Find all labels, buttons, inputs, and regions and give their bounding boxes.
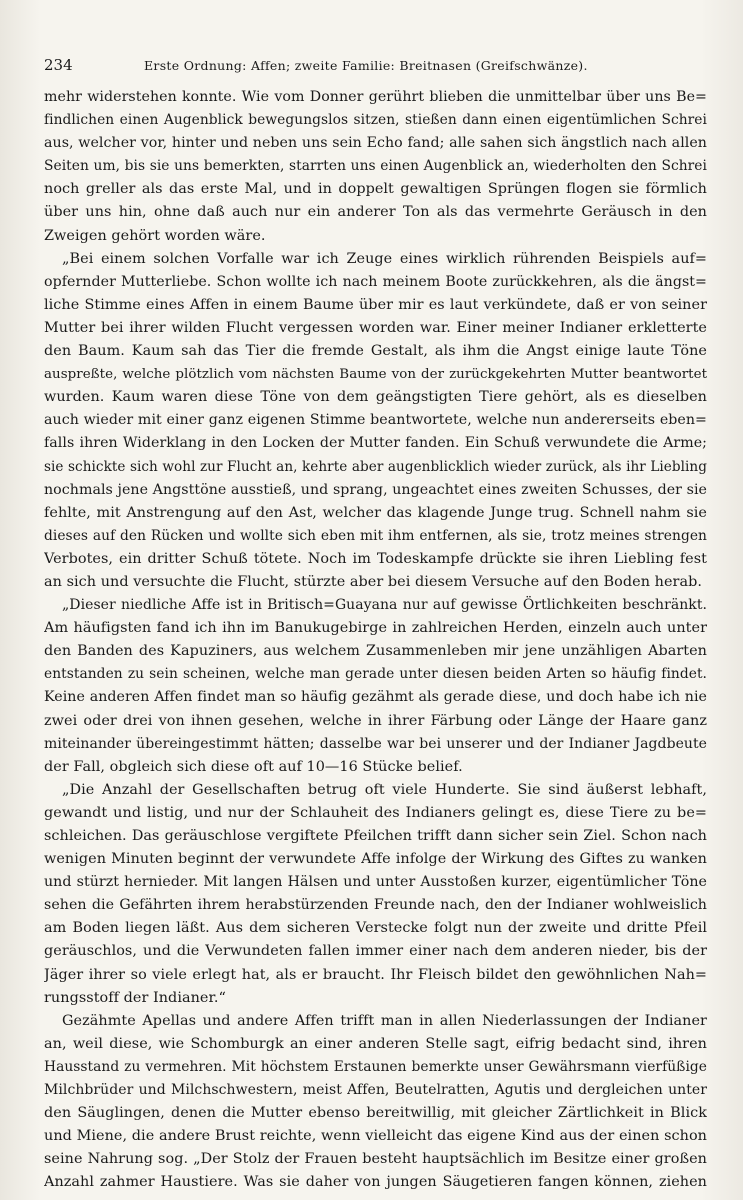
text-line: liche Stimme eines Affen in einem Baume über mir es laut verkündete, daß er von seiner (44, 296, 707, 313)
text-line: dieses auf den Rücken und wollte sich eben mit ihm entfernen, als sie, trotz meines strengen (44, 527, 707, 544)
text-line: und Miene, die andere Brust reichte, wenn vielleicht das eigene Kind aus der einen schon (44, 1128, 707, 1145)
text-line: findlichen einen Augenblick bewegungslos sitzen, stießen dann einen eigentümlichen Schrei (44, 112, 707, 129)
text-line: seine Nahrung sog. „Der Stolz der Frauen besteht hauptsächlich im Besitze einer großen (44, 1151, 707, 1168)
text-line: opfernder Mutterliebe. Schon wollte ich nach meinem Boote zurückkehren, als die ängst= (44, 273, 707, 290)
text-line: zwei oder drei von ihnen gesehen, welche in ihrer Färbung oder Länge der Haare ganz (44, 712, 707, 729)
text-line: an, weil diese, wie Schomburgk an einer anderen Stelle sagt, eifrig bedacht sind, ihren (44, 1035, 707, 1052)
text-line: über uns hin, ohne daß auch nur ein anderer Ton als das vermehrte Geräusch in den (44, 204, 707, 221)
text-line: den Baum. Kaum sah das Tier die fremde Gestalt, als ihm die Angst einige laute Töne (44, 343, 707, 360)
page-number: 234 (44, 56, 73, 74)
text-line: Mutter bei ihrer wilden Flucht vergessen worden war. Einer meiner Indianer erkletterte (44, 319, 707, 336)
running-head: Erste Ordnung: Affen; zweite Familie: Breitnasen (Greifschwänze). (144, 58, 588, 73)
text-line: sehen die Gefährten ihrem herabstürzenden Freunde nach, den der Indianer wohlweislich (44, 897, 707, 914)
text-line: Anzahl zahmer Haustiere. Was sie daher von jungen Säugetieren fangen können, ziehen (44, 1174, 707, 1191)
text-line: rungsstoff der Indianer.“ (44, 989, 226, 1006)
text-line: der Fall, obgleich sich diese oft auf 10—16 Stücke belief. (44, 758, 463, 775)
text-line: „Die Anzahl der Gesellschaften betrug oft viele Hunderte. Sie sind äußerst lebhaft, (62, 781, 707, 798)
text-line: entstanden zu sein scheinen, welche man gerade unter diesen beiden Arten so häufig findet. (44, 666, 707, 683)
text-line: Seiten um, bis sie uns bemerkten, starrten uns einen Augenblick an, wiederholten den Schrei (44, 158, 707, 175)
text-line: auspreßte, welche plötzlich vom nächsten Baume von der zurückgekehrten Mutter beantwortet (44, 367, 707, 383)
text-line: Hausstand zu vermehren. Mit höchstem Erstaunen bemerkte unser Gewährsmann vierfüßige (44, 1058, 707, 1075)
text-line: mehr widerstehen konnte. Wie vom Donner gerührt blieben die unmittelbar über uns Be= (44, 89, 707, 105)
text-line: nochmals jene Angsttöne ausstieß, und sprang, ungeachtet eines zweiten Schusses, der sie (44, 481, 707, 498)
text-line: schleichen. Das geräuschlose vergiftete Pfeilchen trifft dann sicher sein Ziel. Schon nach (44, 828, 707, 844)
text-line: gewandt und listig, und nur der Schlauheit des Indianers gelingt es, diese Tiere zu be= (44, 804, 707, 821)
text-line: sie schickte sich wohl zur Flucht an, kehrte aber augenblicklich wieder zurück, als ihr Liebling (44, 458, 707, 475)
text-line: den Säuglingen, denen die Mutter ebenso bereitwillig, mit gleicher Zärtlichkeit in Blick (44, 1105, 707, 1122)
text-line: Milchbrüder und Milchschwestern, meist Affen, Beutelratten, Agutis und dergleichen unter (44, 1082, 707, 1099)
text-line: „Bei einem solchen Vorfalle war ich Zeuge eines wirklich rührenden Beispiels auf= (62, 250, 707, 267)
text-line: auch wieder mit einer ganz eigenen Stimme beantwortete, welche nun andererseits eben= (44, 412, 707, 429)
text-line: noch greller als das erste Mal, und in doppelt gewaltigen Sprüngen flogen sie förmlich (44, 181, 707, 198)
text-line: Keine anderen Affen findet man so häufig gezähmt als gerade diese, und doch habe ich nie (44, 689, 707, 706)
text-line: wurden. Kaum waren diese Töne von dem geängstigten Tiere gehört, als es dieselben (44, 389, 707, 406)
text-line: Am häufigsten fand ich ihn im Banukugebirge in zahlreichen Herden, einzeln auch unter (44, 620, 707, 637)
text-line: geräuschlos, und die Verwundeten fallen immer einer nach dem anderen nieder, bis der (44, 943, 707, 960)
text-line: aus, welcher vor, hinter und neben uns sein Echo fand; alle sahen sich ängstlich nach allen (44, 135, 707, 152)
text-line: „Dieser niedliche Affe ist in Britisch=Guayana nur auf gewisse Örtlichkeiten beschränkt. (62, 597, 707, 614)
body-text (44, 86, 707, 1195)
text-line: an sich und versuchte die Flucht, stürzte aber bei diesem Versuche auf den Boden herab. (44, 573, 702, 590)
text-line: Jäger ihrer so viele erlegt hat, als er braucht. Ihr Fleisch bildet den gewöhnlichen Nah= (44, 966, 707, 983)
page-header (44, 56, 707, 80)
text-line: wenigen Minuten beginnt der verwundete Affe infolge der Wirkung des Giftes zu wanken (44, 851, 707, 868)
text-line: und stürzt hernieder. Mit langen Hälsen und unter Ausstoßen kurzer, eigentümlicher Töne (44, 874, 707, 891)
text-line: Gezähmte Apellas und andere Affen trifft man in allen Niederlassungen der Indianer (62, 1012, 707, 1029)
text-line: den Banden des Kapuziners, aus welchem Zusammenleben mir jene unzähligen Abarten (44, 643, 707, 660)
text-line: falls ihren Widerklang in den Locken der Mutter fanden. Ein Schuß verwundete die Arme; (44, 435, 707, 452)
text-line: Zweigen gehört worden wäre. (44, 227, 266, 244)
text-line: am Boden liegen läßt. Aus dem sicheren Verstecke folgt nun der zweite und dritte Pfeil (44, 920, 707, 937)
text-line: fehlte, mit Anstrengung auf den Ast, welcher das klagende Junge trug. Schnell nahm sie (44, 504, 707, 521)
text-line: Verbotes, ein dritter Schuß tötete. Noch im Todeskampfe drückte sie ihren Liebling fest (44, 550, 707, 567)
text-line: miteinander übereingestimmt hätten; dasselbe war bei unserer und der Indianer Jagdbeute (44, 735, 707, 752)
